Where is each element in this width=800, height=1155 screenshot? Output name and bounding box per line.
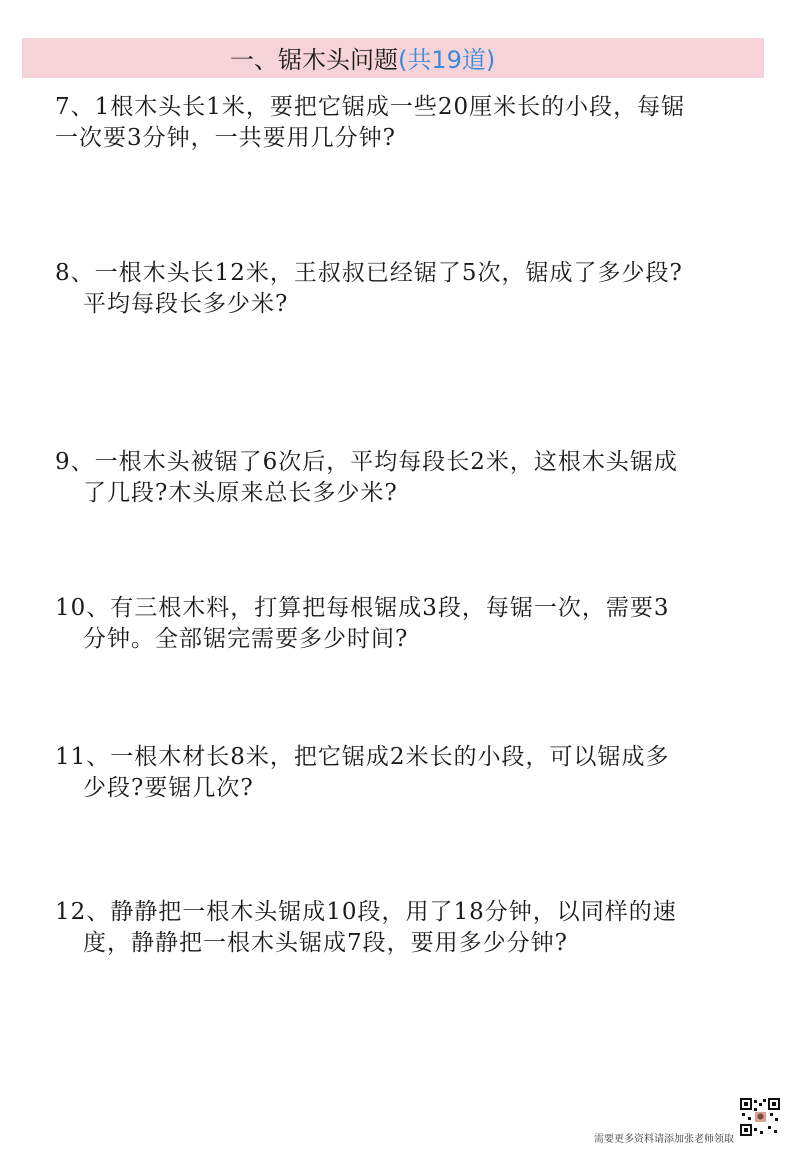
section-title-text: 一、锯木头问题 xyxy=(230,46,398,74)
question-line: 分钟。全部锯完需要多少时间? xyxy=(83,626,409,652)
question-line: 了几段?木头原来总长多少米? xyxy=(83,480,398,506)
qr-code-icon xyxy=(740,1098,780,1136)
question-8 xyxy=(55,258,755,320)
question-count: (共19道) xyxy=(398,46,496,74)
question-7 xyxy=(55,92,755,154)
question-line: 8、一根木头长12米，王叔叔已经锯了5次，锯成了多少段? xyxy=(55,260,683,286)
question-line: 11、一根木材长8米，把它锯成2米长的小段，可以锯成多 xyxy=(55,744,670,770)
question-line: 10、有三根木料，打算把每根锯成3段，每锯一次，需要3 xyxy=(55,595,670,621)
question-line: 平均每段长多少米? xyxy=(83,291,289,317)
question-10 xyxy=(55,593,755,655)
question-line: 一次要3分钟，一共要用几分钟? xyxy=(55,125,396,151)
question-12 xyxy=(55,897,755,959)
section-title xyxy=(230,44,495,76)
question-line: 7、1根木头长1米，要把它锯成一些20厘米长的小段，每锯 xyxy=(55,94,686,120)
question-11 xyxy=(55,742,755,804)
question-line: 度，静静把一根木头锯成7段，要用多少分钟? xyxy=(83,930,568,956)
question-9 xyxy=(55,447,755,509)
question-line: 少段?要锯几次? xyxy=(83,775,254,801)
question-line: 9、一根木头被锯了6次后，平均每段长2米，这根木头锯成 xyxy=(55,449,678,475)
footer-note: 需要更多资料请添加张老师领取 xyxy=(594,1134,734,1145)
question-line: 12、静静把一根木头锯成10段，用了18分钟，以同样的速 xyxy=(55,899,677,925)
